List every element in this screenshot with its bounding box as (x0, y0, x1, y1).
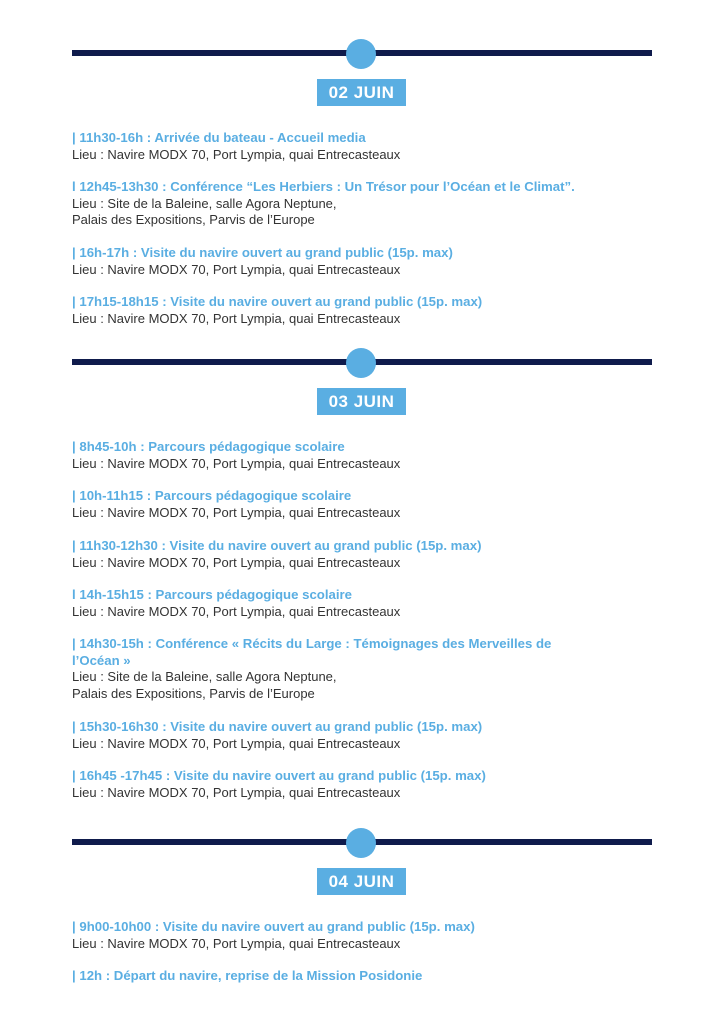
event-item (72, 636, 662, 702)
event-title: | 16h45 -17h45 : Visite du navire ouvert au grand public (15p. max) (72, 768, 486, 783)
date-badge: 02 JUIN (317, 79, 406, 106)
event-title: | 16h-17h : Visite du navire ouvert au grand public (15p. max) (72, 245, 453, 260)
event-title: | 11h30-16h : Arrivée du bateau - Accueil media (72, 130, 366, 145)
event-location: Lieu : Navire MODX 70, Port Lympia, quai Entrecasteaux (72, 935, 401, 951)
divider-dot-icon (346, 828, 376, 858)
event-location: Lieu : Site de la Baleine, salle Agora Neptune, (72, 669, 337, 684)
event-title: | 11h30-12h30 : Visite du navire ouvert au grand public (15p. max) (72, 538, 482, 553)
event-title: | 15h30-16h30 : Visite du navire ouvert au grand public (15p. max) (72, 719, 483, 734)
event-title: | 10h-11h15 : Parcours pédagogique scolaire (72, 488, 352, 503)
section-divider (72, 39, 652, 69)
event-item (72, 919, 662, 952)
event-title: | 8h45-10h : Parcours pédagogique scolaire (72, 439, 345, 454)
event-item (72, 439, 662, 472)
event-location: Lieu : Navire MODX 70, Port Lympia, quai Entrecasteaux (72, 735, 401, 751)
event-title: | 12h : Départ du navire, reprise de la Mission Posidonie (72, 968, 423, 983)
event-location: Palais des Expositions, Parvis de l’Europe (72, 685, 315, 701)
date-badge: 03 JUIN (317, 388, 406, 415)
section-divider (72, 348, 652, 378)
divider-dot-icon (346, 39, 376, 69)
event-location: Lieu : Navire MODX 70, Port Lympia, quai Entrecasteaux (72, 310, 401, 326)
event-item (72, 488, 662, 521)
event-title: | 14h30-15h : Conférence « Récits du Large : Témoignages des Merveilles de (72, 636, 552, 651)
event-location: Lieu : Navire MODX 70, Port Lympia, quai Entrecasteaux (72, 784, 401, 800)
event-title: | 17h15-18h15 : Visite du navire ouvert au grand public (15p. max) (72, 294, 483, 309)
event-title: l 12h45-13h30 : Conférence “Les Herbiers : Un Trésor pour l’Océan et le Climat”. (72, 179, 575, 194)
event-title: | 9h00-10h00 : Visite du navire ouvert au grand public (15p. max) (72, 919, 475, 934)
event-location: Lieu : Navire MODX 70, Port Lympia, quai Entrecasteaux (72, 603, 401, 619)
divider-dot-icon (346, 348, 376, 378)
event-item (72, 587, 662, 620)
event-item (72, 294, 662, 327)
event-location: Palais des Expositions, Parvis de l’Europe (72, 212, 315, 227)
event-location: Lieu : Navire MODX 70, Port Lympia, quai Entrecasteaux (72, 504, 401, 520)
event-item (72, 245, 662, 278)
event-location: Lieu : Navire MODX 70, Port Lympia, quai Entrecasteaux (72, 261, 401, 277)
event-location: Lieu : Navire MODX 70, Port Lympia, quai Entrecasteaux (72, 146, 401, 162)
section-divider (72, 828, 652, 858)
event-location: Lieu : Navire MODX 70, Port Lympia, quai Entrecasteaux (72, 554, 401, 570)
event-location: Lieu : Site de la Baleine, salle Agora Neptune, (72, 195, 337, 211)
event-item (72, 179, 662, 229)
event-item (72, 130, 662, 163)
event-item (72, 538, 662, 571)
date-badge: 04 JUIN (317, 868, 406, 895)
event-title-continued: l’Océan » (72, 652, 131, 668)
event-location: Lieu : Navire MODX 70, Port Lympia, quai Entrecasteaux (72, 455, 401, 471)
event-item (72, 768, 662, 801)
event-item (72, 968, 662, 985)
event-title: l 14h-15h15 : Parcours pédagogique scolaire (72, 587, 352, 602)
event-item (72, 719, 662, 752)
